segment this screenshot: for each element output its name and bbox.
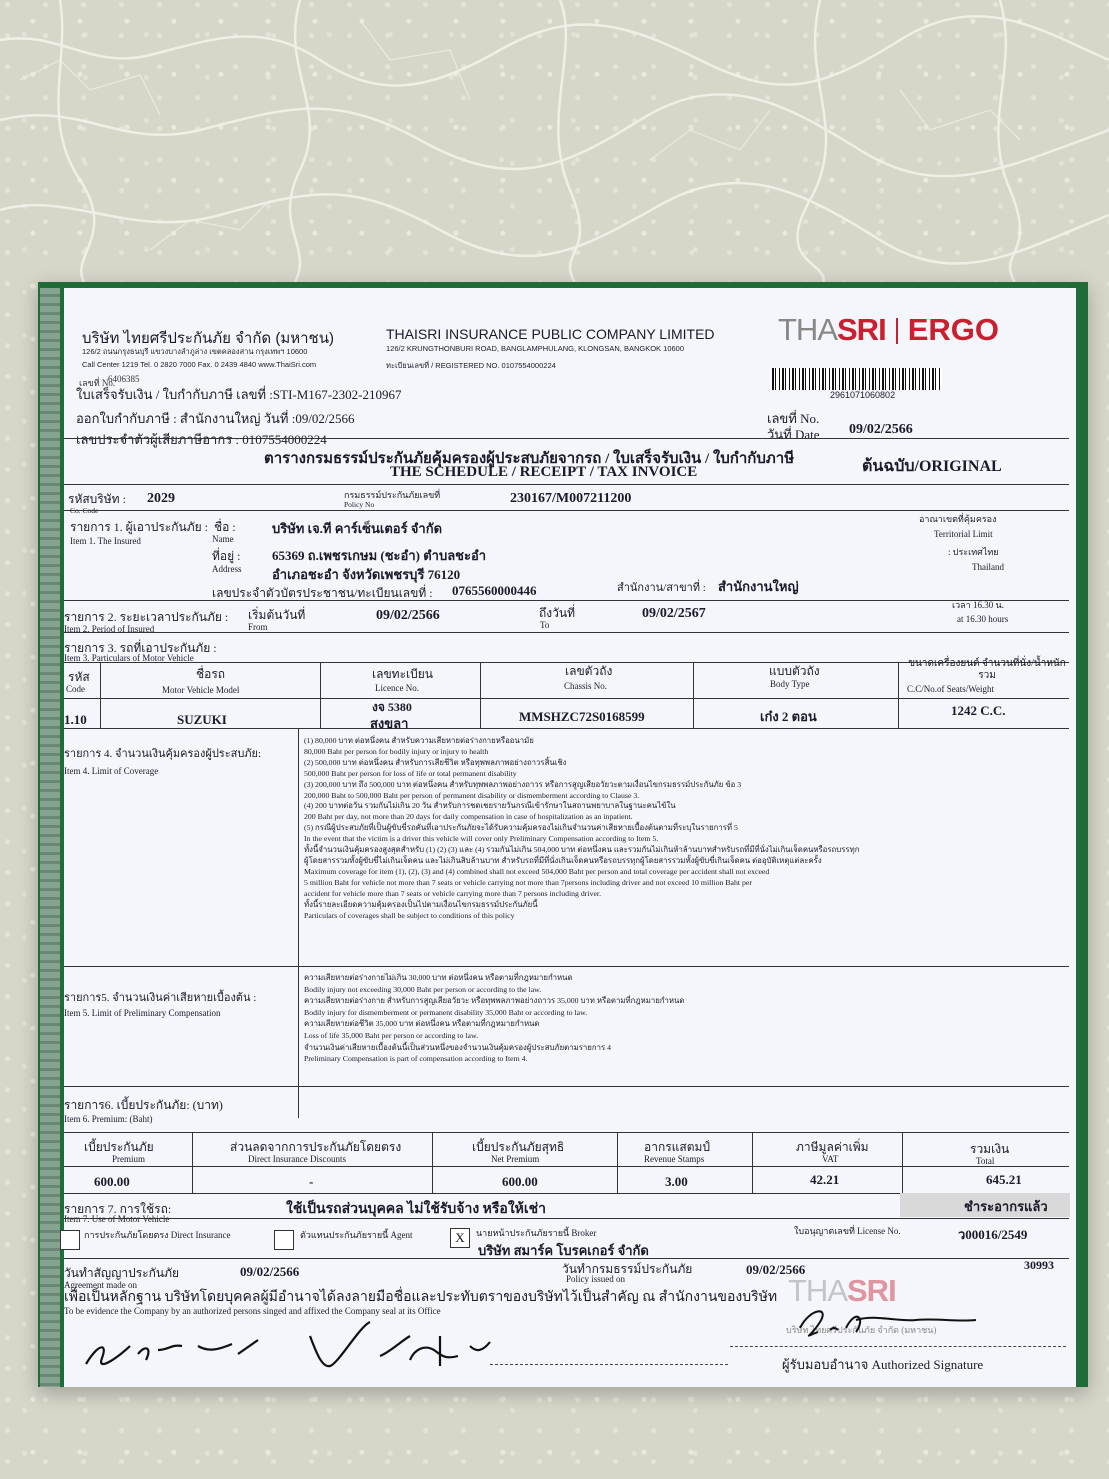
direct-checkbox[interactable] bbox=[60, 1230, 80, 1250]
territory-label-en: Territorial Limit bbox=[934, 529, 993, 539]
registered-no: ทะเบียนเลขที่ / REGISTERED NO. 0107554000224 bbox=[386, 361, 556, 370]
receipt-date: 09/02/2566 bbox=[849, 422, 913, 437]
contact-line: Call Center 1219 Tel. 0 2820 7000 Fax. 0 2439 4840 www.ThaiSri.com bbox=[82, 360, 317, 369]
evidence-en: To be evidence the Company by an authorized persons singed and affixed the Company seal at its Office bbox=[64, 1306, 441, 1316]
vehicle-licence-1: งจ 5380 bbox=[372, 700, 412, 714]
authorized-signature bbox=[790, 1298, 980, 1342]
vehicle-col-licence-en: Licence No. bbox=[375, 683, 419, 693]
item7-label-en: Item 7. Use of Motor Vehicle bbox=[64, 1214, 170, 1224]
no-label: เลขที่ No. bbox=[767, 411, 820, 426]
agreement-label-en: Agreement made on bbox=[64, 1280, 137, 1290]
premium-col-net-en: Net Premium bbox=[491, 1154, 540, 1164]
premium-col-stamp-th: อากรแสตมป์ bbox=[644, 1140, 711, 1154]
original-label: ต้นฉบับ/ORIGINAL bbox=[862, 458, 1002, 475]
id-label: เลขประจำตัวบัตรประชาชน/ทะเบียนเลขที่ : bbox=[212, 586, 433, 600]
item3-label-en: Item 3. Particulars of Motor Vehicle bbox=[64, 653, 194, 663]
premium-col-discount-th: ส่วนลดจากการประกันภัยโดยตรง bbox=[230, 1140, 402, 1154]
item1-label: รายการ 1. ผู้เอาประกันภัย : bbox=[70, 520, 208, 534]
insured-address-2: อำเภอชะอำ จังหวัดเพชรบุรี 76120 bbox=[272, 567, 461, 582]
item7-label: รายการ 7. การใช้รถ: bbox=[64, 1202, 172, 1216]
period-to: 09/02/2567 bbox=[642, 606, 706, 621]
branch-label: สำนักงาน/สาขาที่ : bbox=[617, 582, 706, 594]
policy-number: 230167/M007211200 bbox=[510, 491, 632, 506]
item6-label: รายการ6. เบี้ยประกันภัย: (บาท) bbox=[64, 1098, 223, 1112]
insurance-document bbox=[38, 282, 1088, 1387]
co-code-label: รหัสบริษัท : bbox=[68, 492, 126, 506]
address-th: 126/2 ถนนกรุงธนบุรี แขวงบางลำภูล่าง เขตคลองสาน กรุงเทพฯ 10600 bbox=[82, 347, 308, 356]
insured-address-1: 65369 ถ.เพชรเกษม (ชะอำ) ตำบลชะอำ bbox=[272, 548, 487, 563]
name-label: ชื่อ : bbox=[214, 520, 236, 534]
vehicle-licence-2: สงขลา bbox=[370, 716, 409, 731]
vehicle-use: ใช้เป็นรถส่วนบุคคล ไม่ใช้รับจ้าง หรือให้เช่า bbox=[286, 1202, 547, 1217]
insured-id: 0765560000446 bbox=[452, 583, 537, 598]
marble-background bbox=[0, 0, 1109, 290]
discount-value: - bbox=[309, 1174, 314, 1189]
thaisri-ergo-logo: THASRI ERGO bbox=[778, 312, 999, 347]
address-label-en: Address bbox=[212, 564, 242, 574]
title-en: THE SCHEDULE / RECEIPT / TAX INVOICE bbox=[390, 464, 698, 480]
barcode bbox=[772, 368, 942, 390]
premium-value: 600.00 bbox=[94, 1174, 130, 1189]
from-label-en: From bbox=[248, 622, 268, 632]
taxid-line: เลขประจำตัวผู้เสียภาษีอากร : 0107554000224 bbox=[76, 432, 327, 447]
premium-col-stamp-en: Revenue Stamps bbox=[644, 1154, 705, 1164]
vehicle-code: 1.10 bbox=[64, 712, 87, 727]
company-name-th: บริษัท ไทยศรีประกันภัย จำกัด (มหาชน) bbox=[82, 330, 334, 347]
premium-col-vat-en: VAT bbox=[822, 1154, 839, 1164]
seal-company-name: บริษัท ไทยศรีประกันภัย จำกัด (มหาชน) bbox=[786, 1325, 937, 1335]
agreement-label: วันทำสัญญาประกันภัย bbox=[64, 1266, 180, 1280]
receipt-number-line: ใบเสร็จรับเงิน / ใบกำกับภาษี เลขที่ :STI-M167-2302-210967 bbox=[76, 387, 402, 402]
item2-label: รายการ 2. ระยะเวลาประกันภัย : bbox=[64, 610, 229, 624]
vehicle-col-chassis-en: Chassis No. bbox=[564, 681, 608, 691]
direct-label: การประกันภัยโดยตรง Direct Insurance bbox=[84, 1230, 231, 1240]
to-label: ถึงวันที่ bbox=[539, 606, 575, 620]
title-th: ตารางกรมธรรม์ประกันภัยคุ้มครองผู้ประสบภัยจากรถ / ใบเสร็จรับเงิน / ใบกำกับภาษี bbox=[264, 451, 795, 467]
premium-col-total-en: Total bbox=[976, 1156, 995, 1166]
to-label-en: To bbox=[540, 620, 550, 630]
stamp-value: 3.00 bbox=[665, 1174, 688, 1189]
vehicle-model: SUZUKI bbox=[177, 712, 227, 727]
vehicle-col-code-th: รหัส bbox=[68, 670, 90, 684]
total-value: 645.21 bbox=[986, 1172, 1022, 1187]
vehicle-col-chassis-th: เลขตัวถัง bbox=[565, 664, 613, 678]
broker-label: นายหน้าประกันภัยรายนี้ Broker bbox=[476, 1228, 597, 1238]
license-label: ใบอนุญาตเลขที่ License No. bbox=[794, 1226, 901, 1236]
issue-line: ออกใบกำกับภาษี : สำนักงานใหญ่ วันที่ :09/02/2566 bbox=[76, 411, 355, 426]
serial-label: เลขที่ No. bbox=[79, 378, 116, 388]
premium-col-premium-en: Premium bbox=[112, 1154, 145, 1164]
perforation-strip bbox=[40, 288, 60, 1387]
time-th: เวลา 16.30 น. bbox=[952, 600, 1004, 610]
evidence-th: เพื่อเป็นหลักฐาน บริษัทโดยบุคคลผู้มีอำนาจได้ลงลายมือชื่อและประทับตราของบริษัทไว้เป็นสำคัญ ณ สำนักงานของบริษัท bbox=[64, 1290, 778, 1305]
witness-signature-1 bbox=[78, 1324, 278, 1374]
premium-col-net-th: เบี้ยประกันภัยสุทธิ bbox=[472, 1140, 565, 1154]
item3-label: รายการ 3. รถที่เอาประกันภัย : bbox=[64, 641, 217, 655]
broker-name: บริษัท สมาร์ค โบรคเกอร์ จำกัด bbox=[478, 1243, 649, 1258]
territory-label-th: อาณาเขตที่คุ้มครอง bbox=[919, 514, 997, 524]
issued-date: 09/02/2566 bbox=[746, 1262, 806, 1277]
vehicle-col-cc-en: C.C/No.of Seats/Weight bbox=[907, 684, 995, 694]
premium-col-discount-en: Direct Insurance Discounts bbox=[248, 1154, 346, 1164]
vehicle-col-model-en: Motor Vehicle Model bbox=[162, 685, 240, 695]
policy-no-label-en: Policy No bbox=[344, 500, 375, 509]
reference-number: 30993 bbox=[1024, 1258, 1054, 1272]
item5-label: รายการ5. จำนวนเงินค่าเสียหายเบื้องต้น : bbox=[64, 992, 257, 1004]
coverage-text: (1) 80,000 บาท ต่อหนึ่งคน สำหรับความเสียหายต่อร่างกายหรืออนามัย 80,000 Baht per person for bodily injury or injury to health (2) 500,000 บาท ต่อหนึ่งคน สำหรับการเสียชีวิต หรือทุพพลภาพอย่างถาวรสิ้นเชิง 500,000 Baht per person for loss of life or total permanent disability (3) 200,000 บาท ถึง 500,000 บาท ต่อหนึ่งคน สำหรับทุพพลภาพอย่างถาวร หรือการสูญเสียอวัยวะตามเงื่อนไขกรมธรรม์ประกันภัย ข้อ 3 200,000 Baht to 500,000 Baht per person of permanent disability or dismemberment according to Clause 3. (4) 200 บาทต่อวัน รวมกันไม่เกิน 20 วัน สำหรับการชดเชยรายวันกรณีเข้ารักษาในสถานพยาบาลในฐานะคนไข้ใน 200 Baht per day, not more than 20 days for daily compensation in case of hospitalization as an inpatient. (5) กรณีผู้ประสบภัยที่เป็นผู้ขับขี่รถคันที่เอาประกันภัยจะได้รับความคุ้มครองไม่เกินจำนวนค่าเสียหายเบื้องต้นตามที่ระบุในรายการที่ 5 In the event that the victim is a driver this vehicle will cover only Preliminary Compensation according to Item 5. ทั้งนี้จำนวนเงินคุ้มครองสูงสุดสำหรับ (1) (2) (3) และ (4) รวมกันไม่เกิน 504,000 บาท ต่อหนึ่งคน และรวมกันไม่เกินห้าล้านบาทสำหรับรถที่มีที่นั่งไม่เกินเจ็ดคนหรือรถบรรทุก ผู้โดยสารรวมทั้งผู้ขับขี่ไม่เกินเจ็ดคน และไม่เกินสิบล้านบาท สำหรับรถที่มีที่นั่งเกินเจ็ดคนหรือรถบรรทุกผู้โดยสารรวมทั้งผู้ขับขี่เกินเจ็ดคน ต่ออุบัติเหตุแต่ละครั้ง Maximum coverage for item (1), (2), (3) and (4) combined shall not exceed 504,000 Baht per person and total coverage per accident shall not exceed 5 million Baht for vehicle not more than 7 seats or vehicle carrying not more than 7persons including driver and not exceed 10 million Baht per accident for vehicle more than 7 seats or vehicle carrying more than 7 persons including driver. ทั้งนี้รายละเอียดความคุ้มครองเป็นไปตามเงื่อนไขกรมธรรม์ประกันภัยนี้ Particulars of coverages shall be subject to conditions of this policy bbox=[304, 736, 860, 920]
agreement-date: 09/02/2566 bbox=[240, 1264, 300, 1279]
premium-col-premium-th: เบี้ยประกันภัย bbox=[84, 1140, 154, 1154]
preliminary-text: ความเสียหายต่อร่างกายไม่เกิน 30,000 บาท ต่อหนึ่งคน หรือตามที่กฎหมายกำหนด Bodily injury not exceeding 30,000 Baht per person or according to the law. ความเสียหายต่อร่างกาย สำหรับการสูญเสียอวัยวะ หรือทุพพลภาพอย่างถาวร 35,000 บาท หรือตามที่กฎหมายกำหนด Bodily injury for dismemberment or permanent disability 35,000 Baht or according to law. ความเสียหายต่อชีวิต 35,000 บาท ต่อหนึ่งคน หรือตามที่กฎหมายกำหนด Loss of life 35,000 Baht per person or according to law. จำนวนเงินค่าเสียหายเบื้องต้นนี้เป็นส่วนหนึ่งของจำนวนเงินคุ้มครองผู้ประสบภัยตามรายการ 4 Preliminary Compensation is part of compensation according to Item 4. bbox=[304, 973, 685, 1064]
company-seal-logo: THASRI bbox=[788, 1273, 896, 1308]
barcode-number: 2961071060802 bbox=[830, 390, 896, 400]
vehicle-col-body-en: Body Type bbox=[770, 679, 810, 689]
vehicle-col-code-en: Code bbox=[66, 684, 85, 694]
co-code: 2029 bbox=[147, 491, 175, 506]
premium-col-vat-th: ภาษีมูลค่าเพิ่ม bbox=[796, 1140, 869, 1154]
agent-label: ตัวแทนประกันภัยรายนี้ Agent bbox=[300, 1230, 413, 1240]
branch: สำนักงานใหญ่ bbox=[718, 579, 799, 594]
vehicle-chassis: MMSHZC72S0168599 bbox=[519, 709, 645, 724]
co-code-label-en: Co. Code bbox=[70, 506, 99, 515]
from-label: เริ่มต้นวันที่ bbox=[248, 608, 306, 622]
territory-value-en: Thailand bbox=[972, 562, 1004, 572]
issued-label-en: Policy issued on bbox=[566, 1274, 626, 1284]
company-name-en: THAISRI INSURANCE PUBLIC COMPANY LIMITED bbox=[386, 326, 715, 342]
vehicle-col-cc-th: ขนาดเครื่องยนต์ จำนวนที่นั่ง/น้ำหนักรวม bbox=[908, 658, 1066, 681]
broker-checkbox[interactable]: X bbox=[450, 1228, 470, 1248]
stamp-paid: ชำระอากรแล้ว bbox=[964, 1199, 1048, 1214]
agent-checkbox[interactable] bbox=[274, 1230, 294, 1250]
item2-label-en: Item 2. Period of Insured bbox=[64, 624, 155, 634]
insured-name: บริษัท เจ.ที คาร์เซ็นเตอร์ จำกัด bbox=[272, 521, 443, 536]
address-label: ที่อยู่ : bbox=[212, 549, 241, 563]
item4-label: รายการ 4. จำนวนเงินคุ้มครองผู้ประสบภัย: bbox=[64, 748, 262, 760]
premium-col-total-th: รวมเงิน bbox=[970, 1142, 1010, 1156]
time-en: at 16.30 hours bbox=[957, 614, 1009, 624]
authorized-label: ผู้รับมอบอำนาจ Authorized Signature bbox=[782, 1357, 984, 1372]
vehicle-cc: 1242 C.C. bbox=[951, 703, 1006, 718]
item6-label-en: Item 6. Premium: (Baht) bbox=[64, 1114, 153, 1124]
vehicle-col-licence-th: เลขทะเบียน bbox=[372, 667, 433, 681]
territory-value-th: : ประเทศไทย bbox=[948, 547, 999, 557]
net-premium-value: 600.00 bbox=[502, 1174, 538, 1189]
vehicle-body: เก๋ง 2 ตอน bbox=[760, 709, 817, 724]
date-label: วันที่ Date bbox=[767, 427, 820, 442]
policy-no-label: กรมธรรม์ประกันภัยเลขที่ bbox=[344, 490, 441, 500]
vat-value: 42.21 bbox=[810, 1172, 840, 1187]
witness-signature-2 bbox=[300, 1316, 500, 1376]
item1-label-en: Item 1. The Insured bbox=[70, 536, 141, 546]
vehicle-col-model-th: ชื่อรถ bbox=[196, 667, 226, 681]
issued-label: วันทำกรมธรรม์ประกันภัย bbox=[562, 1262, 693, 1276]
period-from: 09/02/2566 bbox=[376, 608, 440, 623]
license-number: ว00016/2549 bbox=[958, 1227, 1028, 1242]
vehicle-col-body-th: แบบตัวถัง bbox=[769, 664, 820, 678]
item4-label-en: Item 4. Limit of Coverage bbox=[64, 766, 159, 776]
address-en: 126/2 KRUNGTHONBURI ROAD, BANGLAMPHULANG, KLONGSAN, BANGKOK 10600 bbox=[386, 344, 685, 353]
item5-label-en: Item 5. Limit of Preliminary Compensation bbox=[64, 1008, 221, 1018]
serial-number: 6406385 bbox=[108, 374, 140, 384]
name-label-en: Name bbox=[212, 534, 234, 544]
